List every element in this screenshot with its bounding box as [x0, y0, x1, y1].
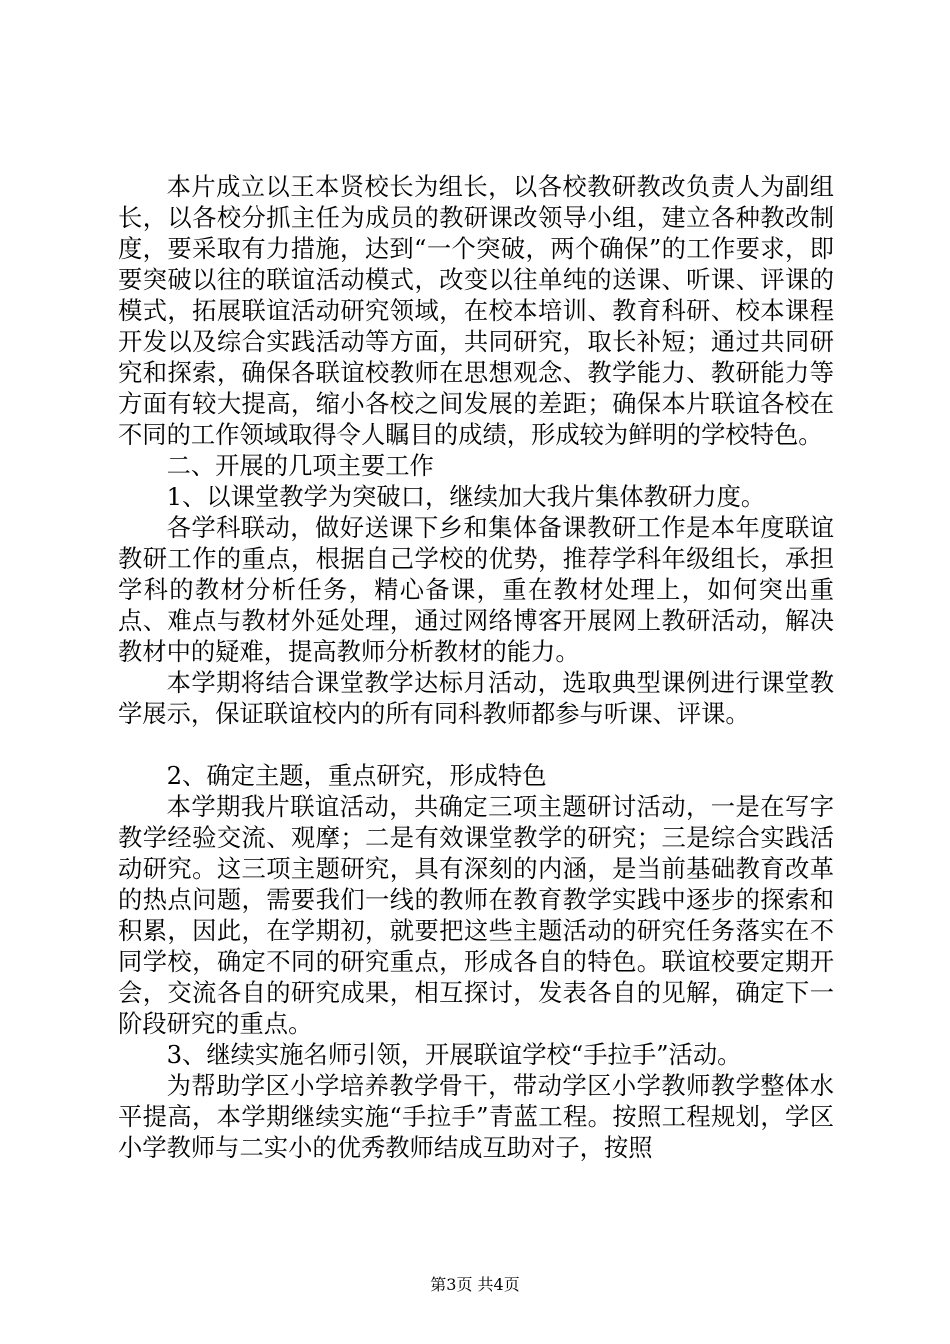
- paragraph-subject-linkage: 各学科联动，做好送课下乡和集体备课教研工作是本年度联谊教研工作的重点，根据自己学校的优势，推荐学科年级组长，承担学科的教材分析任务，精心备课，重在教材处理上，如何突出重点、难点与教材外延处理，通过网络博客开展网上教研活动，解决教材中的疑难，提高教师分析教材的能力。: [118, 513, 834, 666]
- paragraph-leadership: 本片成立以王本贤校长为组长，以各校教研教改负责人为副组长，以各校分抓主任为成员的教研课改领导小组，建立各种教改制度，要采取有力措施，达到“一个突破，两个确保”的工作要求，即要突破以往的联谊活动模式，改变以往单纯的送课、听课、评课的模式，拓展联谊活动研究领域，在校本培训、教育科研、校本课程开发以及综合实践活动等方面，共同研究，取长补短；通过共同研究和探索，确保各联谊校教师在思想观念、教学能力、教研能力等方面有较大提高，缩小各校之间发展的差距；确保本片联谊各校在不同的工作领域取得令人瞩目的成绩，形成较为鲜明的学校特色。: [118, 172, 834, 449]
- paragraph-gap: [118, 729, 834, 760]
- page-footer: 第3页 共4页: [430, 1275, 520, 1294]
- document-body: [118, 171, 834, 1163]
- paragraph-theme-research: 本学期我片联谊活动，共确定三项主题研讨活动，一是在写字教学经验交流、观摩；二是有效课堂教学的研究；三是综合实践活动研究。这三项主题研究，具有深刻的内涵，是当前基础教育改革的热点问题，需要我们一线的教师在教育教学实践中逐步的探索和积累，因此，在学期初，就要把这些主题活动的研究任务落实在不同学校，确定不同的研究重点，形成各自的特色。联谊校要定期开会，交流各自的研究成果，相互探讨，发表各自的见解，确定下一阶段研究的重点。: [118, 792, 834, 1038]
- subheading-mentoring: 3、继续实施名师引领，开展联谊学校“手拉手”活动。: [166, 1040, 742, 1069]
- paragraph-teaching-showcase: 本学期将结合课堂教学达标月活动，选取典型课例进行课堂教学展示，保证联谊校内的所有同科教师都参与听课、评课。: [118, 668, 834, 728]
- section-heading-main-work: 二、开展的几项主要工作: [166, 451, 434, 480]
- subheading-classroom-teaching: 1、以课堂教学为突破口，继续加大我片集体教研力度。: [166, 482, 766, 511]
- paragraph-hand-in-hand: 为帮助学区小学培养教学骨干，带动学区小学教师教学整体水平提高，本学期继续实施“手拉手”青蓝工程。按照工程规划，学区小学教师与二实小的优秀教师结成互助对子，按照: [118, 1071, 834, 1162]
- subheading-themes: 2、确定主题，重点研究，形成特色: [166, 761, 547, 790]
